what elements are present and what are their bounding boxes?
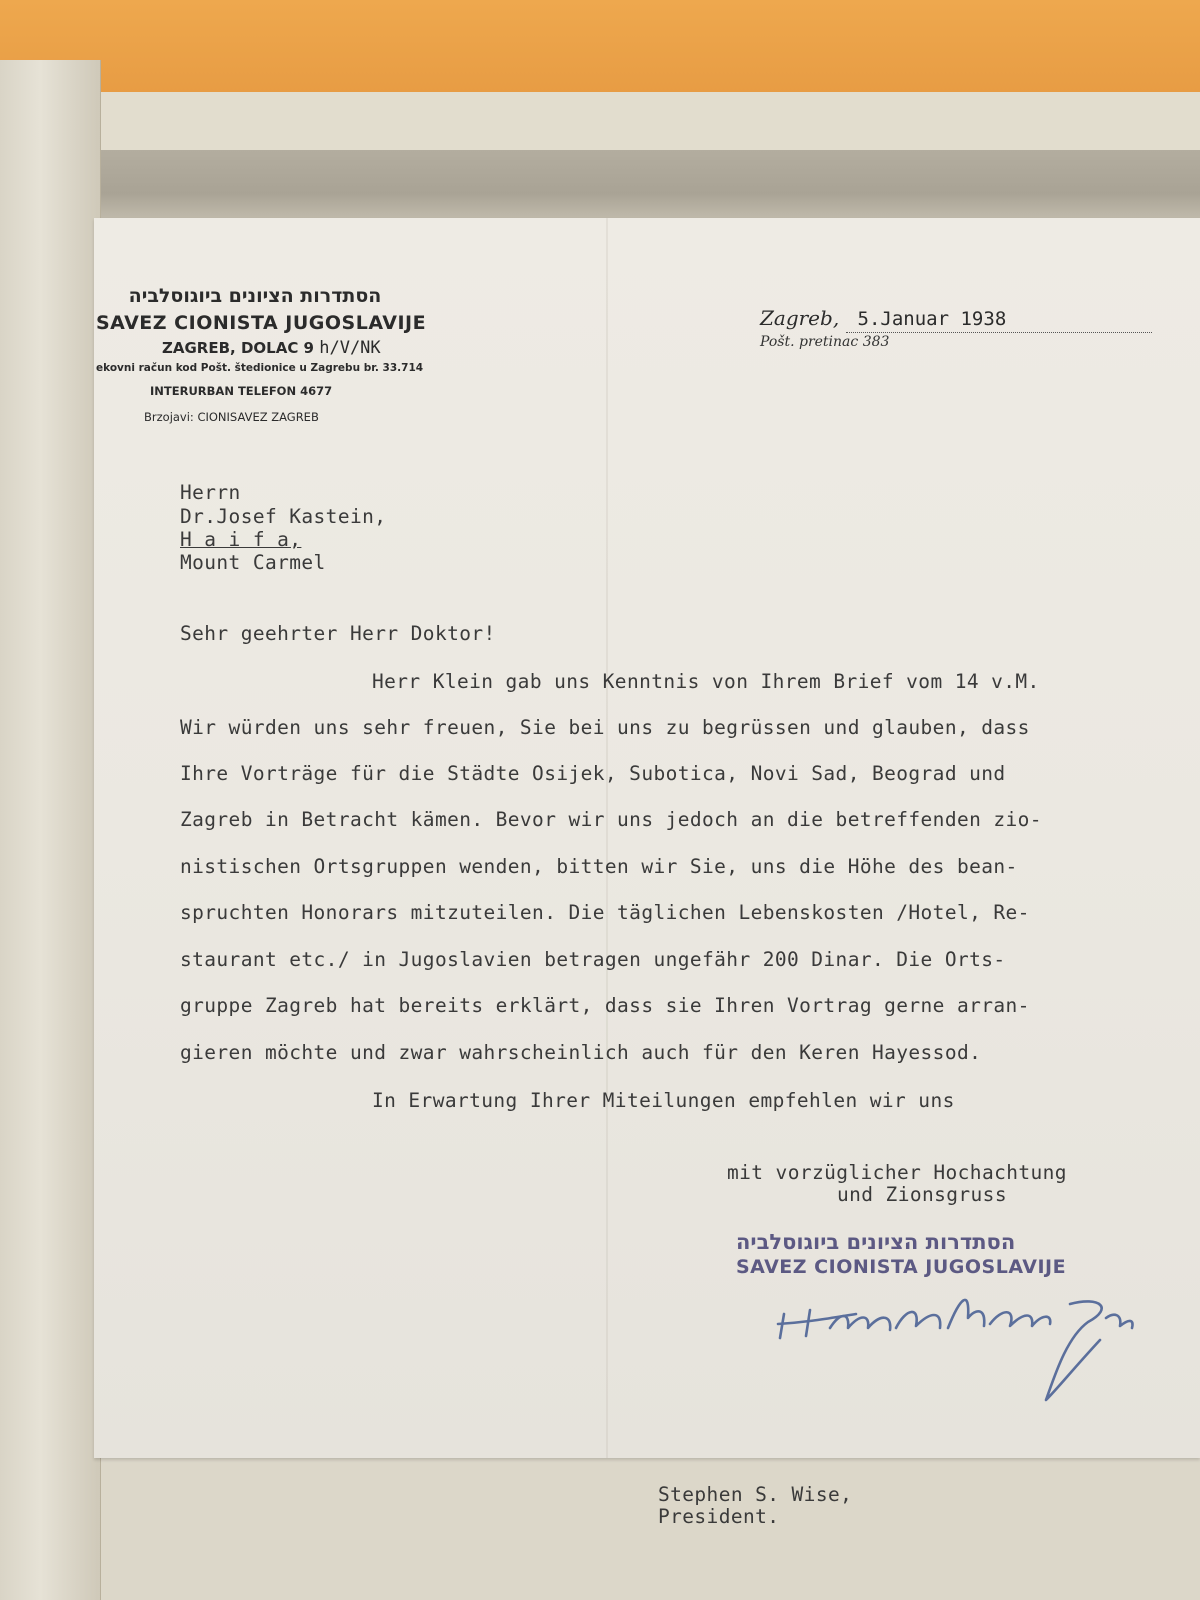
recipient-name: Dr.Josef Kastein, (180, 505, 387, 528)
lower-sheet-name: Stephen S. Wise, (658, 1483, 853, 1506)
letterhead-hebrew-name: הסתדרות הציונים ביוגוסלביה (128, 285, 382, 307)
body-line: staurant etc./ in Jugoslavien betragen ungefähr 200 Dinar. Die Orts- (180, 948, 1006, 971)
book-page-edge (0, 60, 101, 1600)
lower-sheet-title: President. (658, 1505, 780, 1528)
recipient-title: Herrn (180, 481, 241, 504)
body-line: spruchten Honorars mitzuteilen. Die täglichen Lebenskosten /Hotel, Re- (180, 901, 1030, 924)
body-line: Wir würden uns sehr freuen, Sie bei uns zu begrüssen und glauben, dass (180, 716, 1030, 739)
greeting: Sehr geehrter Herr Doktor! (180, 622, 496, 645)
recipient-city: H a i f a, (180, 528, 302, 551)
handwritten-signature (770, 1278, 1150, 1408)
dateline (760, 306, 1152, 333)
paper-fold (606, 218, 608, 1458)
body-line: nistischen Ortsgruppen wenden, bitten wir Sie, uns die Höhe des bean- (180, 855, 1018, 878)
lower-sheet (94, 1452, 1200, 1600)
letterhead-reference: h/V/NK (319, 338, 381, 358)
body-line: Zagreb in Betracht kämen. Bevor wir uns jedoch an die betreffenden zio- (180, 808, 1042, 831)
stamp-org-name: SAVEZ CIONISTA JUGOSLAVIJE (736, 1256, 1067, 1278)
letterhead-street: ZAGREB, DOLAC 9 (162, 339, 314, 357)
body-line: Herr Klein gab uns Kenntnis von Ihrem Brief vom 14 v.M. (372, 670, 1040, 693)
body-line: gruppe Zagreb hat bereits erklärt, dass sie Ihren Vortrag gerne arran- (180, 994, 1030, 1017)
body-line: Ihre Vorträge für die Städte Osijek, Subotica, Novi Sad, Beograd und (180, 762, 1006, 785)
recipient-district: Mount Carmel (180, 551, 326, 574)
letterhead-telegram: Brzojavi: CIONISAVEZ ZAGREB (144, 410, 319, 424)
dateline-place: Zagreb, (760, 306, 840, 330)
stamp-hebrew: הסתדרות הציונים ביוגוסלביה (736, 1230, 1016, 1254)
po-box: Pošt. pretinac 383 (760, 334, 890, 350)
dateline-date: 5.Januar 1938 (846, 308, 1152, 333)
letterhead-org-name: SAVEZ CIONISTA JUGOSLAVIJE (96, 312, 427, 334)
closing-line-2: und Zionsgruss (837, 1183, 1007, 1206)
letterhead-address (162, 338, 381, 358)
body-line: gieren möchte und zwar wahrscheinlich auch für den Keren Hayessod. (180, 1041, 982, 1064)
letterhead-phone: INTERURBAN TELEFON 4677 (150, 384, 333, 398)
grey-paper-band (92, 150, 1200, 222)
letterhead-account: ekovni račun kod Pošt. štedionice u Zagrebu br. 33.714 (96, 362, 424, 374)
body-closing-line: In Erwartung Ihrer Miteilungen empfehlen wir uns (372, 1089, 955, 1112)
closing-line-1: mit vorzüglicher Hochachtung (727, 1161, 1067, 1184)
